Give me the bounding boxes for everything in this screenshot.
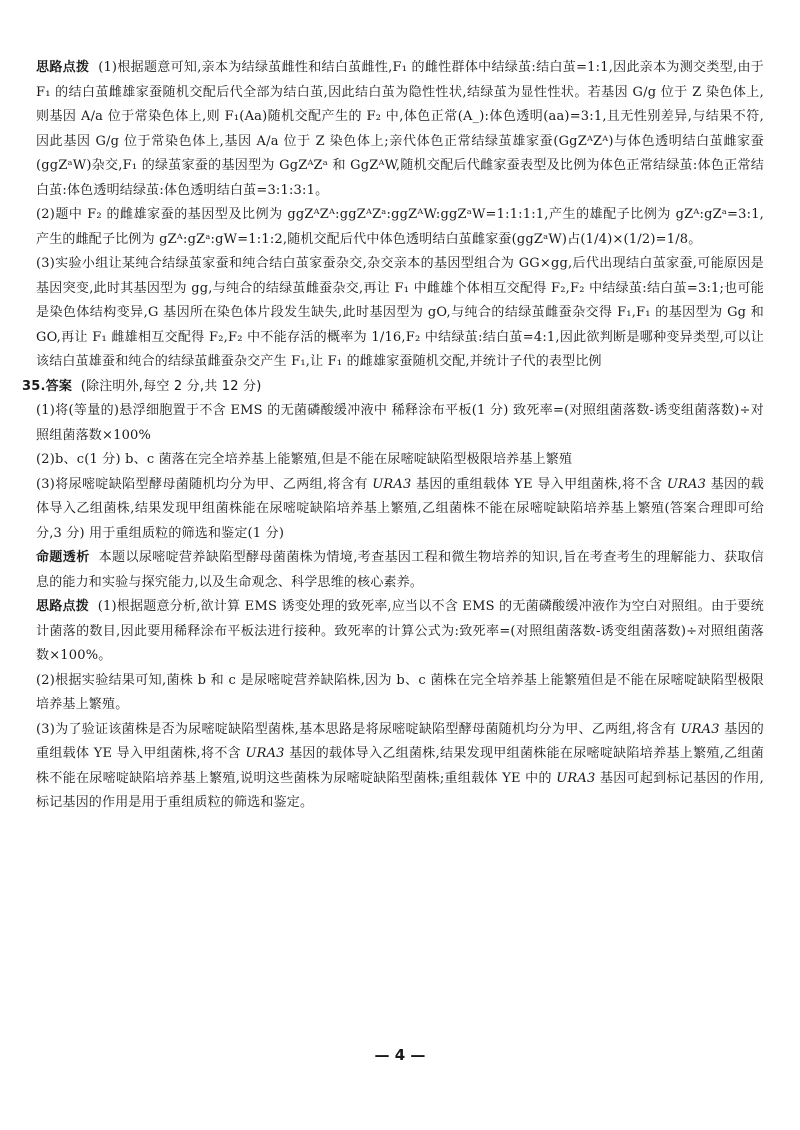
hint-3-text-b: 基因的重组载体 YE 导入甲组菌株,将不含 — [36, 721, 765, 761]
analysis-label: 命题透析 — [36, 550, 90, 565]
q34-hint-paragraph-1 — [36, 56, 764, 203]
q35-answer-2: (2)b、c(1 分) b、c 菌落在完全培养基上能繁殖,但是不能在尿嘧啶缺陷型极限培养基上繁殖 — [36, 452, 573, 467]
analysis-text: 本题以尿嘧啶营养缺陷型酵母菌菌株为情境,考查基因工程和微生物培养的知识,旨在考查考生的理解能力、获取信息的能力和实验与探究能力,以及生命观念、科学思维的核心素养。 — [36, 550, 764, 590]
q34-hint-paragraph-3: (3)实验小组让某纯合结绿茧家蚕和纯合结白茧家蚕杂交,杂交亲本的基因型组合为 GG×gg,后代出现结白茧家蚕,可能原因是基因突变,此时其基因型为 gg,与纯合的结绿茧雌蚕杂交,再让 F₁ 中雌雄个体相互交配得 F₂,F₂ 中结绿茧:结白茧=3:1;也可能是染色体结构变异,G 基因所在染色体片段发生缺失,此时基因型为 gO,与纯合的结绿茧雌蚕杂交得 F₁,F₁ 的基因型为 Gg 和 GO,再让 F₁ 雌雄相互交配得 F₂,F₂ 中不能存活的概率为 1/16,F₂ 中结绿茧:结白茧=4:1,因此欲判断是哪种变异类型,可以让该结白茧雄蚕和纯合的结绿茧雌蚕杂交产生 F₁,让 F₁ 的雌雄家蚕随机交配,并统计子代的表型比例 — [36, 256, 764, 369]
question-number: 35. — [22, 378, 46, 394]
gene-name-ura3: URA3 — [666, 476, 707, 492]
q34-hint-paragraph-2: (2)题中 F₂ 的雌雄家蚕的基因型及比例为 ggZᴬZᴬ:ggZᴬZᵃ:ggZᴬW:ggZᵃW=1:1:1:1,产生的雄配子比例为 gZᴬ:gZᵃ=3:1,产生的雌配子比例为 gZᴬ:gZᵃ:gW=1:1:2,随机交配后代中体色透明结白茧雌家蚕(ggZᵃW)占(1/4)×(1/2)=1/8。 — [36, 207, 764, 247]
q35-hint-paragraph-2: (2)根据实验结果可知,菌株 b 和 c 是尿嘧啶营养缺陷株,因为 b、c 菌株在完全培养基上能繁殖但是不能在尿嘧啶缺陷型极限培养基上繁殖。 — [36, 672, 764, 712]
q35-hint-label: 思路点拨 — [36, 599, 89, 614]
page-content — [22, 56, 765, 816]
gene-name-ura3: URA3 — [245, 746, 285, 761]
q34-hint-text-1: (1)根据题意可知,亲本为结绿茧雌性和结白茧雌性,F₁ 的雌性群体中结绿茧:结白茧=1:1,因此亲本为测交类型,由于 F₁ 的结白茧雌雄家蚕随机交配后代全部为结白茧,因此结白茧为隐性性状,结绿茧为显性性状。若基因 G/g 位于 Z 染色体上,则基因 A/a 位于常染色体上,则 F₁(Aa)随机交配产生的 F₂ 中,体色正常(A_):体色透明(aa)=3:1,且无性别差异,与结果不符,因此基因 G/g 位于常染色体上,基因 A/a 位于 Z 染色体上;亲代体色正常结绿茧雄家蚕(GgZᴬZᴬ)与体色透明结白茧雌家蚕(ggZᵃW)杂交,F₁ 的绿茧家蚕的基因型为 GgZᴬZᵃ 和 GgZᴬW,随机交配后代雌家蚕表型及比例为体色正常结绿茧:体色正常结白茧:体色透明结绿茧:体色透明结白茧=3:1:3:1。 — [36, 60, 764, 198]
q35-answer-header — [22, 375, 764, 400]
score-note: (除注明外,每空 2 分,共 12 分) — [80, 378, 262, 394]
answer-3-text-c: 基因的载体导入乙组菌株,结果发现甲组菌株能在尿嘧啶缺陷培养基上繁殖,乙组菌株不能在尿嘧啶缺陷培养基上繁殖(答案合理即可给分,3 分) 用于重组质粒的筛选和鉴定(1 分) — [36, 476, 764, 541]
hint-3-text-a: (3)为了验证该菌株是否为尿嘧啶缺陷型菌株,基本思路是将尿嘧啶缺陷型酵母菌随机均分为甲、乙两组,将含有 — [36, 721, 681, 737]
page-number: — 4 — — [374, 1046, 426, 1064]
gene-name-ura3: URA3 — [372, 476, 412, 492]
answer-3-text-b: 基因的重组载体 YE 导入甲组菌株,将不含 — [411, 476, 667, 492]
hint-3-text-c: 基因的载体导入乙组菌株,结果发现甲组菌株能在尿嘧啶缺陷培养基上繁殖,乙组菌株不能在尿嘧啶缺陷培养基上繁殖,说明这些菌株为尿嘧啶缺陷型菌株;重组载体 YE 中的 — [36, 746, 765, 786]
gene-name-ura3: URA3 — [680, 721, 720, 737]
answer-label: 答案 — [45, 378, 73, 394]
hint-3-text-d: 基因可起到标记基因的作用,标记基因的作用是用于重组质粒的筛选和鉴定。 — [36, 770, 764, 810]
answer-3-text-a: (3)将尿嘧啶缺陷型酵母菌随机均分为甲、乙两组,将含有 — [36, 476, 373, 492]
q35-analysis — [36, 546, 764, 595]
q35-answer-3 — [36, 473, 764, 547]
q35-hint-paragraph-1 — [36, 595, 764, 669]
q35-hint-text-1: (1)根据题意分析,欲计算 EMS 诱变处理的致死率,应当以不含 EMS 的无菌磷酸缓冲液作为空白对照组。由于要统计菌落的数目,因此要用稀释涂布平板法进行接种。致死率的计算公式为:致死率=(对照组菌落数-诱变组菌落数)÷对照组菌落数×100%。 — [36, 599, 764, 663]
q35-answer-1: (1)将(等量的)悬浮细胞置于不含 EMS 的无菌磷酸缓冲液中 稀释涂布平板(1 分) 致死率=(对照组菌落数-诱变组菌落数)÷对照组菌落数×100% — [36, 403, 764, 443]
q35-hint-paragraph-3 — [36, 718, 764, 816]
q34-hint-label: 思路点拨 — [36, 60, 90, 75]
gene-name-ura3: URA3 — [556, 770, 596, 786]
